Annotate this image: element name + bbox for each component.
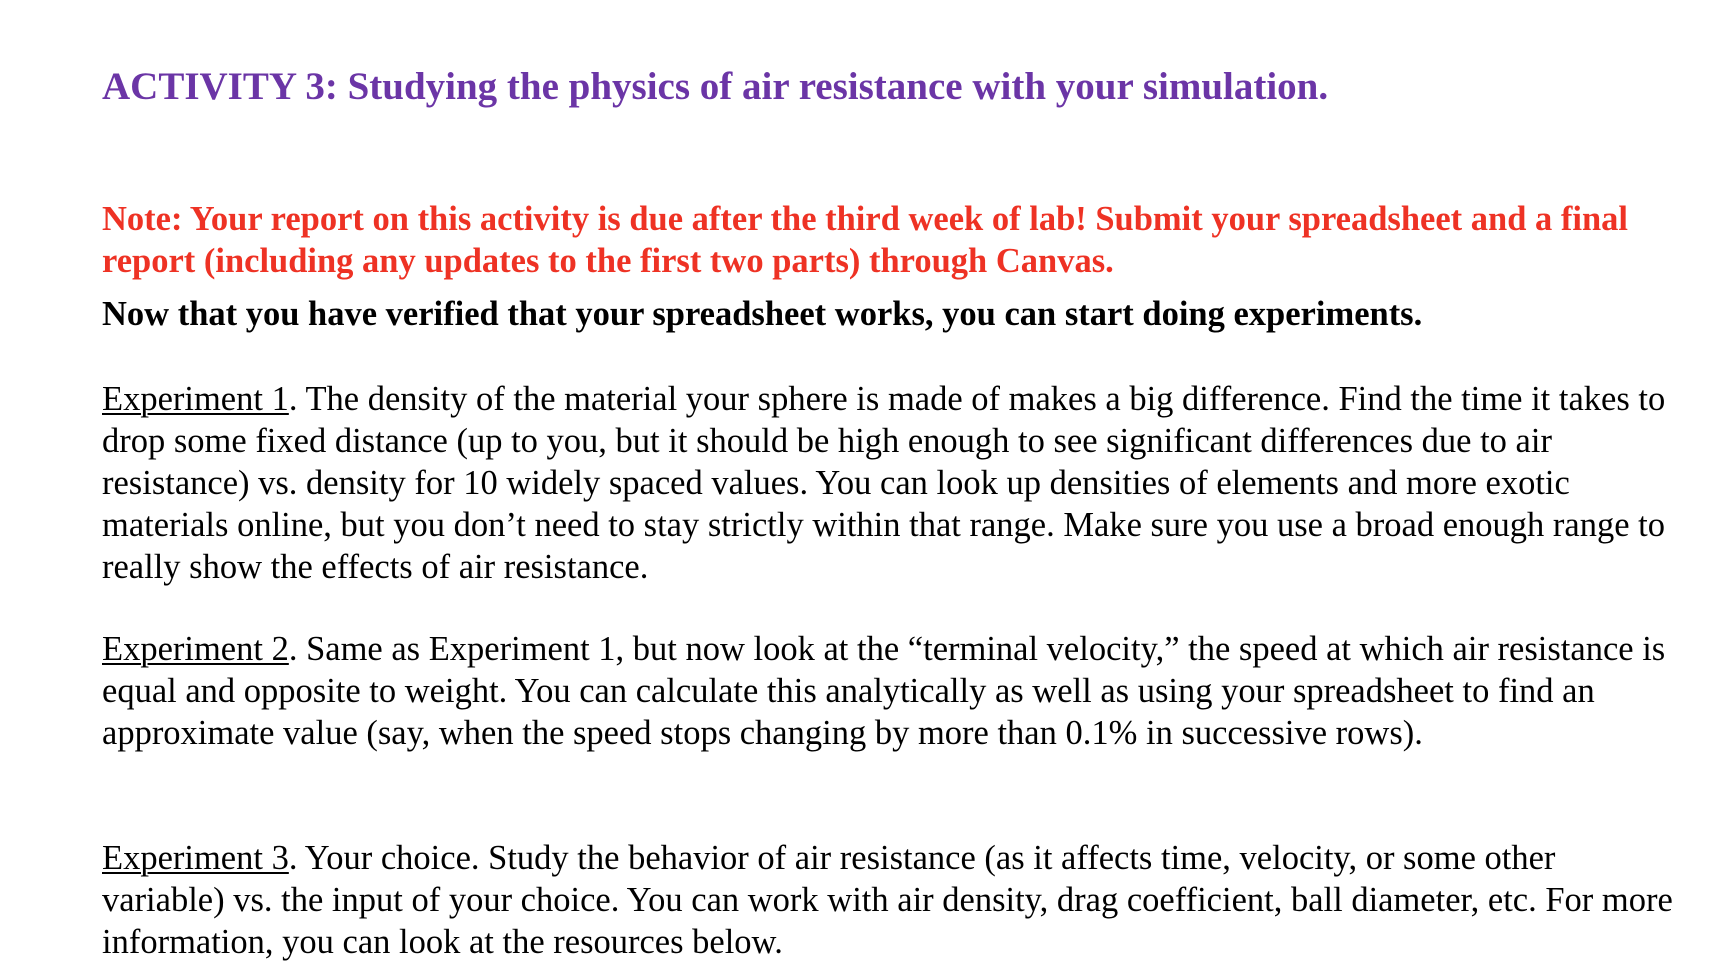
experiment-2-label: Experiment 2 [102, 630, 289, 668]
experiment-1-label: Experiment 1 [102, 380, 289, 418]
experiment-1-text: . The density of the material your sphere is made of makes a big difference. Find the time it takes to drop some fixed distance (up to you, but it should be high enough to see significant differences due to air resistance) vs. density for 10 widely spaced values. You can look up densities of elements and more exotic materials online, but you don’t need to stay strictly within that range. Make sure you use a broad enough range to really show the effects of air resistance. [102, 380, 1666, 586]
intro-statement: Now that you have verified that your spreadsheet works, you can start doing experiments. [102, 295, 1423, 333]
experiment-2-text: . Same as Experiment 1, but now look at the “terminal velocity,” the speed at which air resistance is equal and opposite to weight. You can calculate this analytically as well as using your spreadsheet to find an approximate value (say, when the speed stops changing by more than 0.1% in successive rows). [102, 630, 1666, 752]
experiment-1-paragraph [102, 378, 1677, 588]
due-date-note: Note: Your report on this activity is due after the third week of lab! Submit your spreadsheet and a final report (including any updates to the first two parts) through Canvas. [102, 200, 1629, 280]
experiment-3-label: Experiment 3 [102, 839, 289, 877]
experiment-3-paragraph [102, 837, 1677, 963]
experiment-3-text: . Your choice. Study the behavior of air resistance (as it affects time, velocity, or some other variable) vs. the input of your choice. You can work with air density, drag coefficient, ball diameter, etc. For more information, you can look at the resources below. [102, 839, 1673, 961]
experiment-2-paragraph [102, 628, 1677, 754]
activity-title: ACTIVITY 3: Studying the physics of air resistance with your simulation. [102, 65, 1329, 108]
